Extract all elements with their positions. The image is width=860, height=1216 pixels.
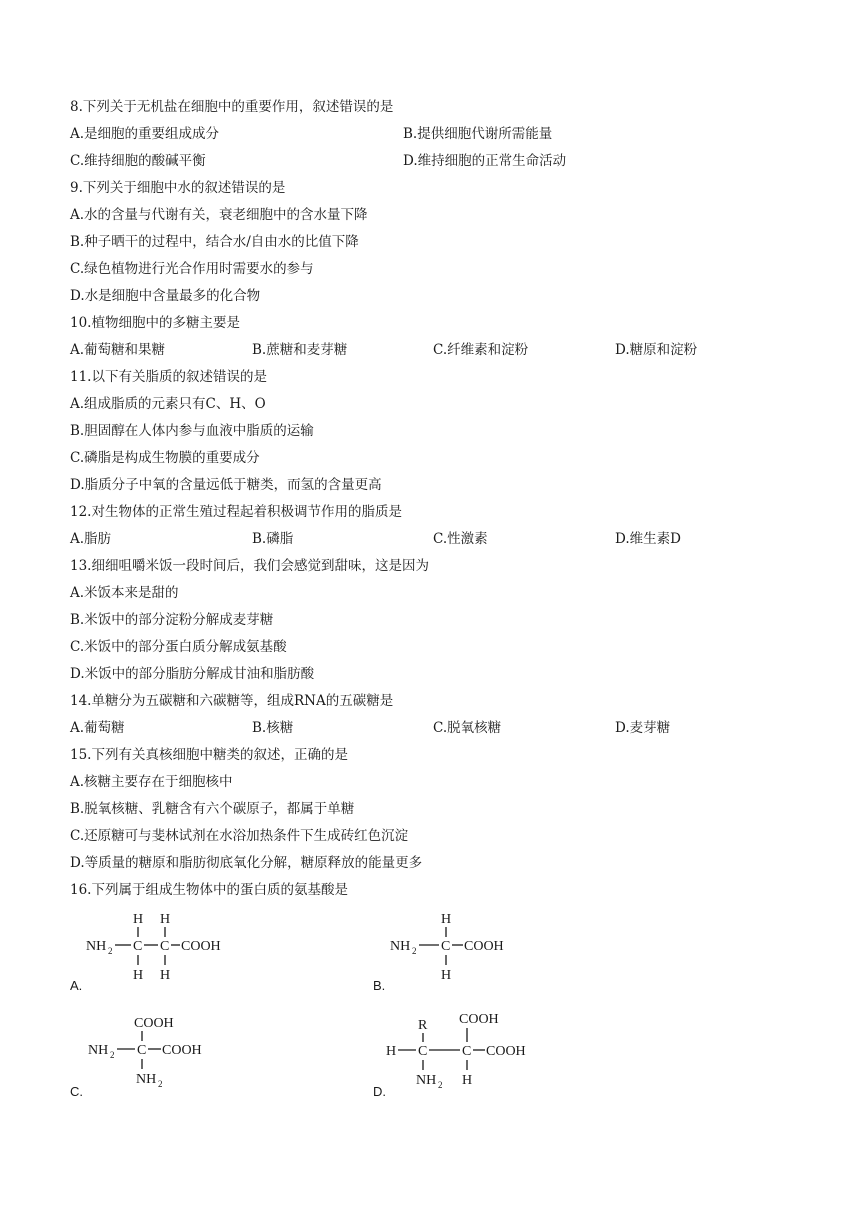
question-14-option-d: D.麦芽糖: [615, 720, 671, 736]
structure-c-left-sub: 2: [110, 1050, 115, 1060]
question-11-option-b: B.胆固醇在人体内参与血液中脂质的运输: [70, 423, 314, 439]
structure-d-right: COOH: [486, 1044, 526, 1059]
structure-d-top-1: R: [418, 1018, 428, 1033]
svg-text:C: C: [160, 939, 170, 954]
structure-b-right: COOH: [464, 939, 504, 954]
question-10-stem: 10.植物细胞中的多糖主要是: [70, 315, 240, 331]
structure-a-right: COOH: [181, 939, 221, 954]
question-15-option-a: A.核糖主要存在于细胞核中: [70, 774, 233, 790]
question-11-option-a: A.组成脂质的元素只有C、H、O: [70, 396, 266, 412]
question-16-option-c: C.: [70, 1084, 83, 1099]
question-16-option-b: B.: [373, 978, 386, 993]
question-13-option-b: B.米饭中的部分淀粉分解成麦芽糖: [70, 612, 274, 628]
question-9-stem: 9.下列关于细胞中水的叙述错误的是: [70, 180, 286, 196]
svg-text:C: C: [133, 939, 143, 954]
question-10-option-b: B.蔗糖和麦芽糖: [252, 342, 348, 358]
structure-a-top-1: H: [133, 912, 144, 927]
structure-d-bottom-sub: 2: [438, 1080, 443, 1090]
structure-c-left: NH: [88, 1043, 109, 1058]
question-14-stem: 14.单糖分为五碳糖和六碳糖等，组成RNA的五碳糖是: [70, 693, 394, 709]
question-16-option-d: D.: [373, 1084, 386, 1099]
question-9-option-d: D.水是细胞中含量最多的化合物: [70, 288, 261, 304]
structure-a-top-2: H: [160, 912, 171, 927]
question-8-option-c: C.维持细胞的酸碱平衡: [70, 153, 206, 169]
structure-b-left: NH: [390, 939, 411, 954]
structure-d-formula: [384, 1006, 554, 1094]
question-12-option-d: D.维生素D: [615, 531, 681, 547]
structure-b-bottom: H: [441, 968, 452, 983]
svg-text:C: C: [137, 1043, 147, 1058]
question-8-stem: 8.下列关于无机盐在细胞中的重要作用，叙述错误的是: [70, 99, 394, 115]
question-15-option-d: D.等质量的糖原和脂肪彻底氧化分解，糖原释放的能量更多: [70, 855, 423, 871]
question-13-option-d: D.米饭中的部分脂肪分解成甘油和脂肪酸: [70, 666, 315, 682]
question-14-option-b: B.核糖: [252, 720, 294, 736]
structure-c-top: COOH: [134, 1016, 174, 1031]
svg-text:C: C: [441, 939, 451, 954]
structure-c-formula: [84, 1010, 244, 1094]
structure-c-bottom-sub: 2: [158, 1079, 163, 1089]
structure-d-left: H: [386, 1044, 397, 1059]
question-10-option-d: D.糖原和淀粉: [615, 342, 698, 358]
question-9-option-c: C.绿色植物进行光合作用时需要水的参与: [70, 261, 314, 277]
question-13-option-c: C.米饭中的部分蛋白质分解成氨基酸: [70, 639, 287, 655]
question-8-option-a: A.是细胞的重要组成成分: [70, 126, 220, 142]
question-10-option-c: C.纤维素和淀粉: [433, 342, 529, 358]
question-14-option-c: C.脱氧核糖: [433, 720, 502, 736]
question-14-option-a: A.葡萄糖: [70, 720, 125, 736]
question-12-option-a: A.脂肪: [70, 531, 112, 547]
structure-a-left: NH: [86, 939, 107, 954]
structure-a-left-sub: 2: [108, 946, 113, 956]
question-8-option-d: D.维持细胞的正常生命活动: [403, 153, 567, 169]
question-12-option-b: B.磷脂: [252, 531, 294, 547]
question-13-option-a: A.米饭本来是甜的: [70, 585, 179, 601]
question-15-option-b: B.脱氧核糖、乳糖含有六个碳原子，都属于单糖: [70, 801, 355, 817]
question-13-stem: 13.细细咀嚼米饭一段时间后，我们会感觉到甜味，这是因为: [70, 558, 429, 574]
question-9-option-b: B.种子晒干的过程中，结合水/自由水的比值下降: [70, 234, 359, 250]
structure-d-bottom-2: H: [462, 1073, 473, 1088]
structure-a-bottom-2: H: [160, 968, 171, 983]
question-12-stem: 12.对生物体的正常生殖过程起着积极调节作用的脂质是: [70, 504, 402, 520]
question-12-option-c: C.性激素: [433, 531, 488, 547]
svg-text:C: C: [462, 1044, 472, 1059]
structure-a-bottom-1: H: [133, 968, 144, 983]
structure-d-top-2: COOH: [459, 1012, 499, 1027]
structure-a-formula: [82, 906, 252, 990]
question-16-stem: 16.下列属于组成生物体中的蛋白质的氨基酸是: [70, 882, 348, 898]
question-11-option-d: D.脂质分子中氧的含量远低于糖类，而氢的含量更高: [70, 477, 382, 493]
question-11-stem: 11.以下有关脂质的叙述错误的是: [70, 369, 267, 385]
structure-c-bottom: NH: [136, 1072, 157, 1087]
question-15-stem: 15.下列有关真核细胞中糖类的叙述，正确的是: [70, 747, 348, 763]
question-15-option-c: C.还原糖可与斐林试剂在水浴加热条件下生成砖红色沉淀: [70, 828, 409, 844]
structure-d-bottom-1: NH: [416, 1073, 437, 1088]
question-9-option-a: A.水的含量与代谢有关，衰老细胞中的含水量下降: [70, 207, 368, 223]
question-8-option-b: B.提供细胞代谢所需能量: [403, 126, 553, 142]
svg-text:C: C: [418, 1044, 428, 1059]
structure-b-top: H: [441, 912, 452, 927]
structure-b-left-sub: 2: [412, 946, 417, 956]
question-10-option-a: A.葡萄糖和果糖: [70, 342, 166, 358]
question-11-option-c: C.磷脂是构成生物膜的重要成分: [70, 450, 260, 466]
structure-b-formula: [386, 906, 536, 990]
structure-c-right: COOH: [162, 1043, 202, 1058]
question-16-option-a: A.: [70, 978, 83, 993]
